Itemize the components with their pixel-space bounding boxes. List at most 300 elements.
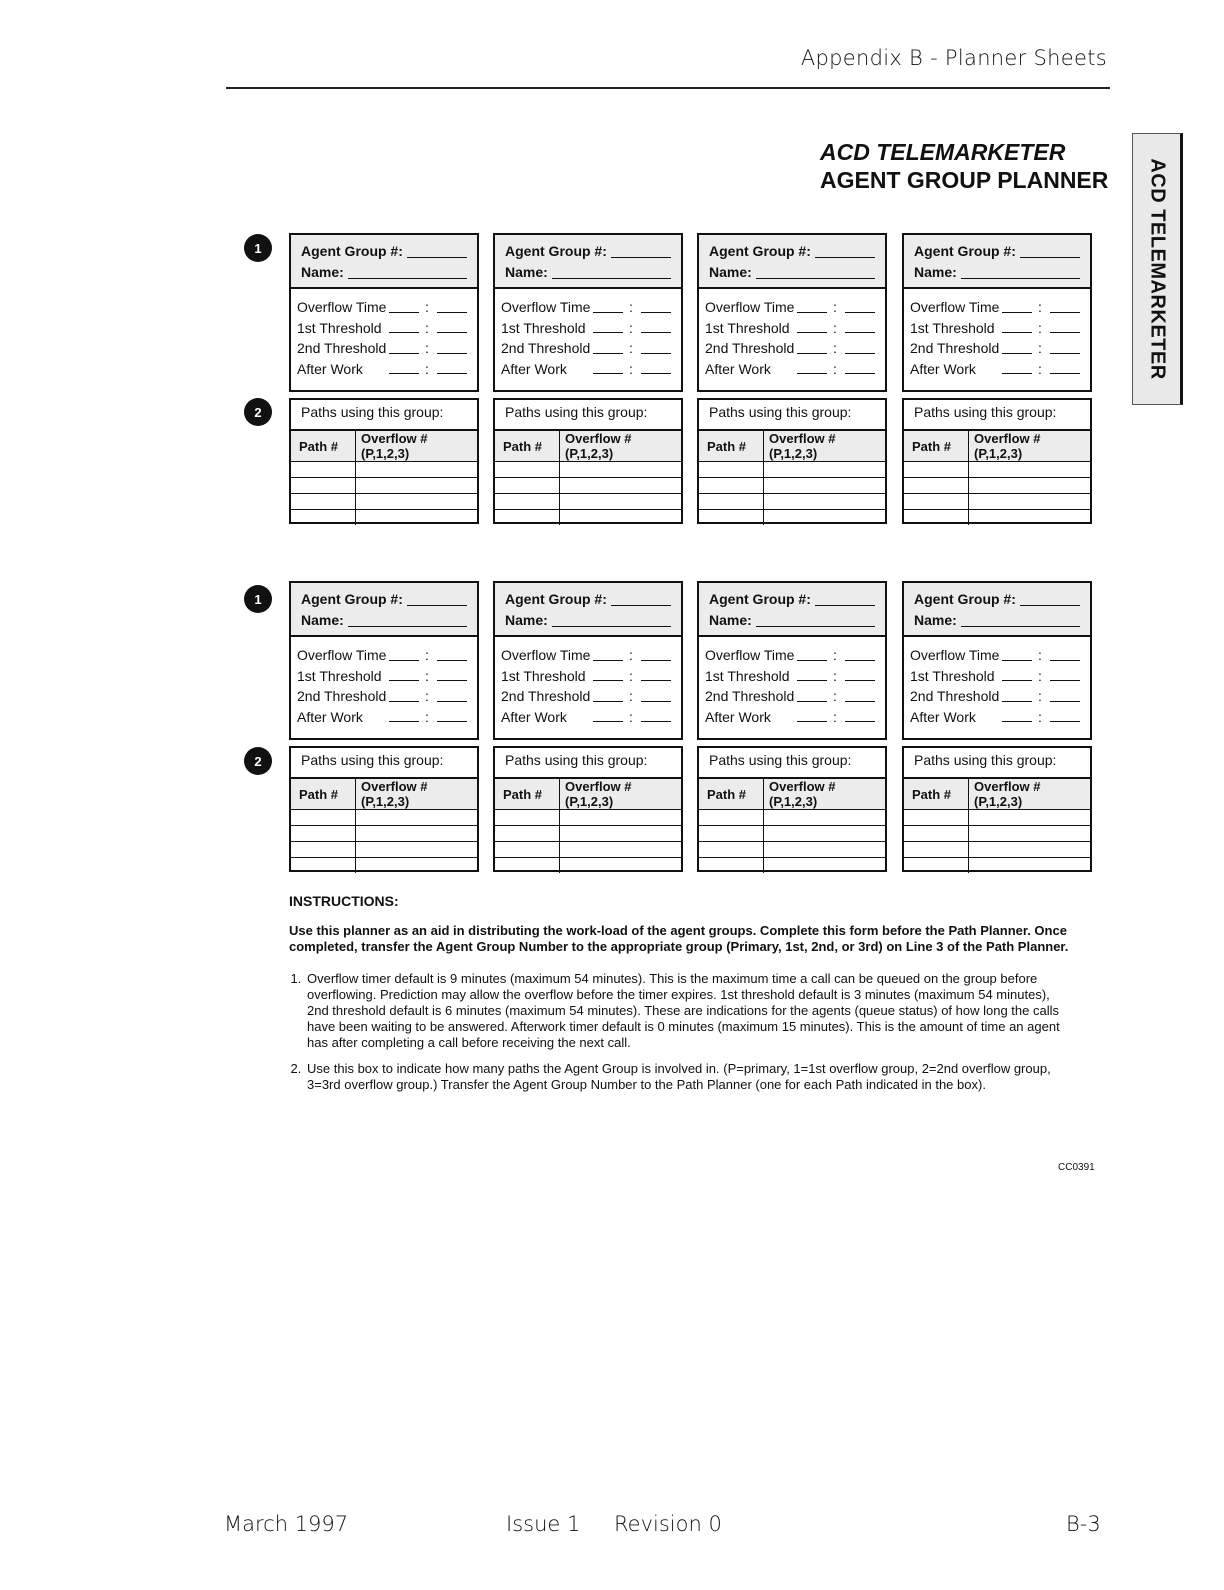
- table-row: [495, 826, 681, 842]
- overflow-cell[interactable]: [969, 478, 1091, 494]
- table-row: [291, 478, 477, 494]
- overflow-time-sec-field[interactable]: [1050, 302, 1080, 313]
- overflow-cell[interactable]: [356, 810, 478, 826]
- agent-group-header: [699, 235, 885, 289]
- time-separator: :: [425, 647, 429, 663]
- paths-table: [699, 429, 885, 525]
- agent-group-field[interactable]: [407, 257, 467, 258]
- agent-group-box: [493, 233, 683, 392]
- after-work-label: After Work: [705, 708, 771, 725]
- path-cell[interactable]: [699, 510, 764, 526]
- overflow-time-sec-field[interactable]: [845, 302, 875, 313]
- agent-group-label: Agent Group #:: [301, 243, 403, 259]
- overflow-cell[interactable]: [560, 462, 682, 478]
- second-threshold-label: 2nd Threshold: [705, 688, 795, 704]
- footer-revision: Revision 0: [614, 1512, 722, 1536]
- second-threshold-label: 2nd Threshold: [297, 340, 387, 356]
- callout-1-icon: 1: [244, 585, 272, 613]
- agent-group-label: Agent Group #:: [914, 591, 1016, 607]
- table-row: [291, 462, 477, 478]
- path-cell[interactable]: [904, 810, 969, 826]
- name-field[interactable]: [552, 626, 671, 627]
- footer-page-number: B-3: [1066, 1512, 1101, 1536]
- agent-group-field[interactable]: [407, 605, 467, 606]
- name-label: Name:: [709, 264, 752, 280]
- path-column-header: Path #: [904, 778, 969, 810]
- overflow-cell[interactable]: [356, 494, 478, 510]
- agent-group-box: [289, 581, 479, 740]
- path-cell[interactable]: [699, 494, 764, 510]
- overflow-cell[interactable]: [764, 478, 886, 494]
- agent-group-card: [493, 233, 683, 524]
- after-work-sec-field[interactable]: [1050, 363, 1080, 374]
- timer-list: [699, 637, 885, 727]
- paths-title: Paths using this group:: [301, 752, 444, 768]
- timer-list: [291, 637, 477, 727]
- paths-box: [493, 398, 683, 524]
- agent-group-card: [697, 581, 887, 872]
- instructions-list: [289, 971, 1069, 1093]
- agent-group-field[interactable]: [815, 257, 875, 258]
- second-threshold-sec-field[interactable]: [1050, 343, 1080, 354]
- path-cell[interactable]: [699, 858, 764, 874]
- table-row: [495, 478, 681, 494]
- second-threshold-min-field[interactable]: [593, 691, 623, 702]
- table-row: [904, 510, 1090, 526]
- second-threshold-sec-field[interactable]: [641, 691, 671, 702]
- time-separator: :: [629, 708, 633, 725]
- path-cell[interactable]: [495, 810, 560, 826]
- overflow-time-min-field[interactable]: [1002, 302, 1032, 313]
- second-threshold-sec-field[interactable]: [1050, 691, 1080, 702]
- callout-1-icon: 1: [244, 234, 272, 262]
- time-separator: :: [1038, 688, 1042, 704]
- overflow-cell[interactable]: [969, 858, 1091, 874]
- overflow-time-min-field[interactable]: [797, 302, 827, 313]
- time-separator: :: [833, 360, 837, 377]
- overflow-cell[interactable]: [560, 810, 682, 826]
- table-row: [904, 462, 1090, 478]
- paths-table: [495, 429, 681, 525]
- agent-group-card: [289, 233, 479, 524]
- path-cell[interactable]: [291, 462, 356, 478]
- time-separator: :: [833, 299, 837, 315]
- after-work-sec-field[interactable]: [641, 711, 671, 722]
- overflow-cell[interactable]: [356, 842, 478, 858]
- overflow-cell[interactable]: [560, 858, 682, 874]
- overflow-column-header: Overflow # (P,1,2,3): [969, 778, 1091, 810]
- table-row: [904, 826, 1090, 842]
- agent-group-field[interactable]: [1020, 257, 1080, 258]
- time-separator: :: [629, 319, 633, 336]
- after-work-label: After Work: [705, 360, 771, 377]
- path-cell[interactable]: [495, 826, 560, 842]
- agent-group-header: [495, 583, 681, 637]
- paths-title: Paths using this group:: [505, 404, 648, 420]
- overflow-cell[interactable]: [969, 510, 1091, 526]
- instruction-item: 2. Use this box to indicate how many paths the Agent Group is involved in. (P=primary, 1=1st overflow group, 2=2nd overflow group, 3=3rd overflow group.) Transfer the Agent Group Number to the Path Planner (one for each Path indicated in the box).: [305, 1061, 1069, 1093]
- name-field[interactable]: [961, 278, 1080, 279]
- footer-issue: Issue 1: [506, 1512, 581, 1536]
- paths-box: [289, 398, 479, 524]
- second-threshold-sec-field[interactable]: [437, 343, 467, 354]
- second-threshold-min-field[interactable]: [1002, 691, 1032, 702]
- after-work-label: After Work: [501, 360, 567, 377]
- table-row: [291, 826, 477, 842]
- name-field[interactable]: [348, 278, 467, 279]
- agent-group-label: Agent Group #:: [709, 591, 811, 607]
- path-cell[interactable]: [291, 826, 356, 842]
- name-field[interactable]: [961, 626, 1080, 627]
- overflow-cell[interactable]: [356, 826, 478, 842]
- overflow-time-sec-field[interactable]: [1050, 650, 1080, 661]
- agent-group-header: [699, 583, 885, 637]
- time-separator: :: [1038, 299, 1042, 315]
- name-label: Name:: [914, 612, 957, 628]
- overflow-cell[interactable]: [356, 462, 478, 478]
- path-cell[interactable]: [699, 842, 764, 858]
- agent-group-label: Agent Group #:: [301, 591, 403, 607]
- path-cell[interactable]: [495, 478, 560, 494]
- paths-table: [904, 777, 1090, 873]
- paths-title: Paths using this group:: [709, 752, 852, 768]
- name-field[interactable]: [756, 278, 875, 279]
- time-separator: :: [1038, 319, 1042, 336]
- path-cell[interactable]: [904, 858, 969, 874]
- second-threshold-sec-field[interactable]: [845, 691, 875, 702]
- table-row: [699, 858, 885, 874]
- paths-box: [697, 746, 887, 872]
- time-separator: :: [629, 667, 633, 684]
- path-column-header: Path #: [904, 430, 969, 462]
- overflow-time-min-field[interactable]: [593, 302, 623, 313]
- agent-group-card: [289, 581, 479, 872]
- path-cell[interactable]: [904, 478, 969, 494]
- timer-list: [904, 637, 1090, 727]
- paths-table: [291, 777, 477, 873]
- overflow-cell[interactable]: [560, 478, 682, 494]
- agent-group-label: Agent Group #:: [709, 243, 811, 259]
- path-cell[interactable]: [904, 842, 969, 858]
- paths-box: [902, 746, 1092, 872]
- name-field[interactable]: [552, 278, 671, 279]
- first-threshold-min-field[interactable]: [797, 322, 827, 333]
- path-cell[interactable]: [291, 810, 356, 826]
- overflow-column-header: Overflow # (P,1,2,3): [560, 430, 682, 462]
- after-work-sec-field[interactable]: [845, 363, 875, 374]
- overflow-cell[interactable]: [764, 858, 886, 874]
- side-tab-label: ACD TELEMARKETER: [1146, 158, 1168, 380]
- agent-group-box: [902, 581, 1092, 740]
- agent-group-box: [902, 233, 1092, 392]
- second-threshold-label: 2nd Threshold: [705, 340, 795, 356]
- time-separator: :: [1038, 667, 1042, 684]
- first-threshold-min-field[interactable]: [1002, 670, 1032, 681]
- time-separator: :: [425, 299, 429, 315]
- instruction-item: 1. Overflow timer default is 9 minutes (maximum 54 minutes). This is the maximum time a call can be queued on the group before overflowing. Prediction may allow the overflow before the timer expires. 1st threshold default is 3 minutes (maximum 54 minutes), 2nd threshold default is 6 minutes (maximum 54 minutes). These are indications for the agents (queue status) of how long the calls have been waiting to be answered. Afterwork timer default is 0 minutes (maximum 15 minutes). This is the amount of time an agent has after completing a call before receiving the next call.: [305, 971, 1069, 1051]
- agent-group-box: [697, 581, 887, 740]
- second-threshold-min-field[interactable]: [797, 343, 827, 354]
- overflow-time-label: Overflow Time: [910, 299, 1000, 315]
- after-work-min-field[interactable]: [389, 711, 419, 722]
- path-cell[interactable]: [495, 462, 560, 478]
- overflow-cell[interactable]: [356, 858, 478, 874]
- agent-group-header: [904, 583, 1090, 637]
- after-work-sec-field[interactable]: [1050, 711, 1080, 722]
- overflow-time-sec-field[interactable]: [641, 650, 671, 661]
- first-threshold-sec-field[interactable]: [845, 322, 875, 333]
- callout-2-icon: 2: [244, 747, 272, 775]
- first-threshold-sec-field[interactable]: [1050, 322, 1080, 333]
- first-threshold-label: 1st Threshold: [910, 667, 995, 684]
- table-row: [699, 510, 885, 526]
- path-cell[interactable]: [699, 826, 764, 842]
- second-threshold-min-field[interactable]: [389, 691, 419, 702]
- second-threshold-min-field[interactable]: [593, 343, 623, 354]
- table-row: [904, 842, 1090, 858]
- overflow-cell[interactable]: [764, 810, 886, 826]
- second-threshold-min-field[interactable]: [1002, 343, 1032, 354]
- path-cell[interactable]: [495, 858, 560, 874]
- after-work-sec-field[interactable]: [437, 363, 467, 374]
- name-label: Name:: [914, 264, 957, 280]
- path-cell[interactable]: [699, 810, 764, 826]
- timer-list: [291, 289, 477, 379]
- time-separator: :: [425, 688, 429, 704]
- table-row: [699, 842, 885, 858]
- overflow-cell[interactable]: [969, 842, 1091, 858]
- first-threshold-sec-field[interactable]: [845, 670, 875, 681]
- timer-list: [495, 637, 681, 727]
- paths-title: Paths using this group:: [709, 404, 852, 420]
- table-row: [291, 510, 477, 526]
- table-row: [291, 494, 477, 510]
- second-threshold-sec-field[interactable]: [437, 691, 467, 702]
- path-cell[interactable]: [904, 510, 969, 526]
- overflow-time-label: Overflow Time: [297, 299, 387, 315]
- second-threshold-label: 2nd Threshold: [910, 340, 1000, 356]
- table-row: [904, 858, 1090, 874]
- overflow-column-header: Overflow # (P,1,2,3): [764, 778, 886, 810]
- time-separator: :: [425, 340, 429, 356]
- path-cell[interactable]: [291, 478, 356, 494]
- overflow-cell[interactable]: [560, 842, 682, 858]
- time-separator: :: [425, 360, 429, 377]
- overflow-cell[interactable]: [969, 810, 1091, 826]
- overflow-cell[interactable]: [764, 494, 886, 510]
- agent-group-card: [493, 581, 683, 872]
- path-column-header: Path #: [495, 430, 560, 462]
- first-threshold-min-field[interactable]: [593, 670, 623, 681]
- overflow-column-header: Overflow # (P,1,2,3): [560, 778, 682, 810]
- overflow-time-min-field[interactable]: [797, 650, 827, 661]
- path-cell[interactable]: [699, 462, 764, 478]
- first-threshold-sec-field[interactable]: [437, 670, 467, 681]
- time-separator: :: [833, 647, 837, 663]
- agent-group-box: [697, 233, 887, 392]
- path-cell[interactable]: [291, 842, 356, 858]
- time-separator: :: [833, 708, 837, 725]
- path-cell[interactable]: [495, 494, 560, 510]
- time-separator: :: [1038, 340, 1042, 356]
- overflow-time-sec-field[interactable]: [437, 650, 467, 661]
- path-cell[interactable]: [904, 826, 969, 842]
- overflow-time-label: Overflow Time: [501, 647, 591, 663]
- agent-group-header: [291, 235, 477, 289]
- first-threshold-label: 1st Threshold: [297, 319, 382, 336]
- paths-table: [291, 429, 477, 525]
- table-row: [291, 858, 477, 874]
- section-side-tab: [1132, 133, 1183, 405]
- path-cell[interactable]: [291, 858, 356, 874]
- second-threshold-min-field[interactable]: [389, 343, 419, 354]
- overflow-time-min-field[interactable]: [389, 302, 419, 313]
- first-threshold-min-field[interactable]: [593, 322, 623, 333]
- after-work-min-field[interactable]: [797, 711, 827, 722]
- page-title-line2: AGENT GROUP PLANNER: [820, 167, 1109, 193]
- table-row: [699, 810, 885, 826]
- timer-list: [904, 289, 1090, 379]
- second-threshold-min-field[interactable]: [797, 691, 827, 702]
- agent-group-label: Agent Group #:: [914, 243, 1016, 259]
- second-threshold-label: 2nd Threshold: [910, 688, 1000, 704]
- overflow-cell[interactable]: [764, 826, 886, 842]
- paths-title: Paths using this group:: [505, 752, 648, 768]
- table-row: [495, 858, 681, 874]
- overflow-cell[interactable]: [764, 842, 886, 858]
- name-field[interactable]: [348, 626, 467, 627]
- overflow-time-label: Overflow Time: [501, 299, 591, 315]
- overflow-cell[interactable]: [356, 478, 478, 494]
- after-work-min-field[interactable]: [1002, 363, 1032, 374]
- path-column-header: Path #: [291, 430, 356, 462]
- path-cell[interactable]: [699, 478, 764, 494]
- paths-table: [495, 777, 681, 873]
- agent-group-card: [697, 233, 887, 524]
- first-threshold-sec-field[interactable]: [437, 322, 467, 333]
- first-threshold-sec-field[interactable]: [641, 322, 671, 333]
- paths-title: Paths using this group:: [914, 404, 1057, 420]
- agent-group-field[interactable]: [611, 605, 671, 606]
- after-work-sec-field[interactable]: [845, 711, 875, 722]
- name-label: Name:: [301, 612, 344, 628]
- time-separator: :: [629, 299, 633, 315]
- path-cell[interactable]: [904, 462, 969, 478]
- first-threshold-min-field[interactable]: [1002, 322, 1032, 333]
- first-threshold-min-field[interactable]: [389, 322, 419, 333]
- time-separator: :: [425, 319, 429, 336]
- after-work-min-field[interactable]: [593, 711, 623, 722]
- time-separator: :: [833, 688, 837, 704]
- second-threshold-sec-field[interactable]: [845, 343, 875, 354]
- first-threshold-label: 1st Threshold: [297, 667, 382, 684]
- first-threshold-label: 1st Threshold: [910, 319, 995, 336]
- agent-group-field[interactable]: [611, 257, 671, 258]
- time-separator: :: [629, 647, 633, 663]
- overflow-time-min-field[interactable]: [389, 650, 419, 661]
- overflow-cell[interactable]: [969, 494, 1091, 510]
- table-row: [699, 478, 885, 494]
- first-threshold-label: 1st Threshold: [705, 319, 790, 336]
- section-title: Appendix B - Planner Sheets: [800, 46, 1107, 70]
- name-field[interactable]: [756, 626, 875, 627]
- agent-group-field[interactable]: [815, 605, 875, 606]
- name-label: Name:: [505, 612, 548, 628]
- time-separator: :: [425, 708, 429, 725]
- name-label: Name:: [505, 264, 548, 280]
- path-cell[interactable]: [291, 510, 356, 526]
- after-work-label: After Work: [501, 708, 567, 725]
- overflow-time-min-field[interactable]: [1002, 650, 1032, 661]
- first-threshold-min-field[interactable]: [389, 670, 419, 681]
- agent-group-field[interactable]: [1020, 605, 1080, 606]
- paths-box: [493, 746, 683, 872]
- after-work-min-field[interactable]: [797, 363, 827, 374]
- overflow-time-label: Overflow Time: [910, 647, 1000, 663]
- path-column-header: Path #: [699, 778, 764, 810]
- overflow-cell[interactable]: [560, 494, 682, 510]
- instructions-lead: Use this planner as an aid in distributing the work-load of the agent groups. Complete this form before the Path Planner. Once completed, transfer the Agent Group Number to the appropriate group (Primary, 1st, 2nd, or 3rd) on Line 3 of the Path Planner.: [289, 923, 1069, 954]
- overflow-cell[interactable]: [764, 462, 886, 478]
- table-row: [495, 494, 681, 510]
- time-separator: :: [833, 667, 837, 684]
- after-work-sec-field[interactable]: [641, 363, 671, 374]
- timer-list: [699, 289, 885, 379]
- overflow-time-sec-field[interactable]: [437, 302, 467, 313]
- table-row: [699, 462, 885, 478]
- path-cell[interactable]: [904, 494, 969, 510]
- table-row: [495, 462, 681, 478]
- first-threshold-sec-field[interactable]: [641, 670, 671, 681]
- table-row: [495, 810, 681, 826]
- overflow-time-min-field[interactable]: [593, 650, 623, 661]
- second-threshold-sec-field[interactable]: [641, 343, 671, 354]
- agent-group-card: [902, 233, 1092, 524]
- agent-group-label: Agent Group #:: [505, 591, 607, 607]
- header-rule: [226, 87, 1110, 89]
- after-work-sec-field[interactable]: [437, 711, 467, 722]
- overflow-time-sec-field[interactable]: [845, 650, 875, 661]
- table-row: [291, 842, 477, 858]
- after-work-min-field[interactable]: [593, 363, 623, 374]
- path-column-header: Path #: [495, 778, 560, 810]
- paths-table: [904, 429, 1090, 525]
- overflow-time-sec-field[interactable]: [641, 302, 671, 313]
- time-separator: :: [1038, 360, 1042, 377]
- after-work-min-field[interactable]: [389, 363, 419, 374]
- second-threshold-label: 2nd Threshold: [297, 688, 387, 704]
- agent-group-box: [493, 581, 683, 740]
- after-work-min-field[interactable]: [1002, 711, 1032, 722]
- overflow-column-header: Overflow # (P,1,2,3): [356, 778, 478, 810]
- overflow-cell[interactable]: [356, 510, 478, 526]
- path-cell[interactable]: [495, 842, 560, 858]
- second-threshold-label: 2nd Threshold: [501, 688, 591, 704]
- overflow-cell[interactable]: [969, 826, 1091, 842]
- figure-code: CC0391: [1058, 1162, 1095, 1173]
- overflow-cell[interactable]: [764, 510, 886, 526]
- first-threshold-sec-field[interactable]: [1050, 670, 1080, 681]
- path-cell[interactable]: [291, 494, 356, 510]
- name-label: Name:: [709, 612, 752, 628]
- first-threshold-min-field[interactable]: [797, 670, 827, 681]
- overflow-cell[interactable]: [560, 826, 682, 842]
- overflow-cell[interactable]: [969, 462, 1091, 478]
- paths-box: [289, 746, 479, 872]
- overflow-cell[interactable]: [560, 510, 682, 526]
- path-cell[interactable]: [495, 510, 560, 526]
- paths-box: [902, 398, 1092, 524]
